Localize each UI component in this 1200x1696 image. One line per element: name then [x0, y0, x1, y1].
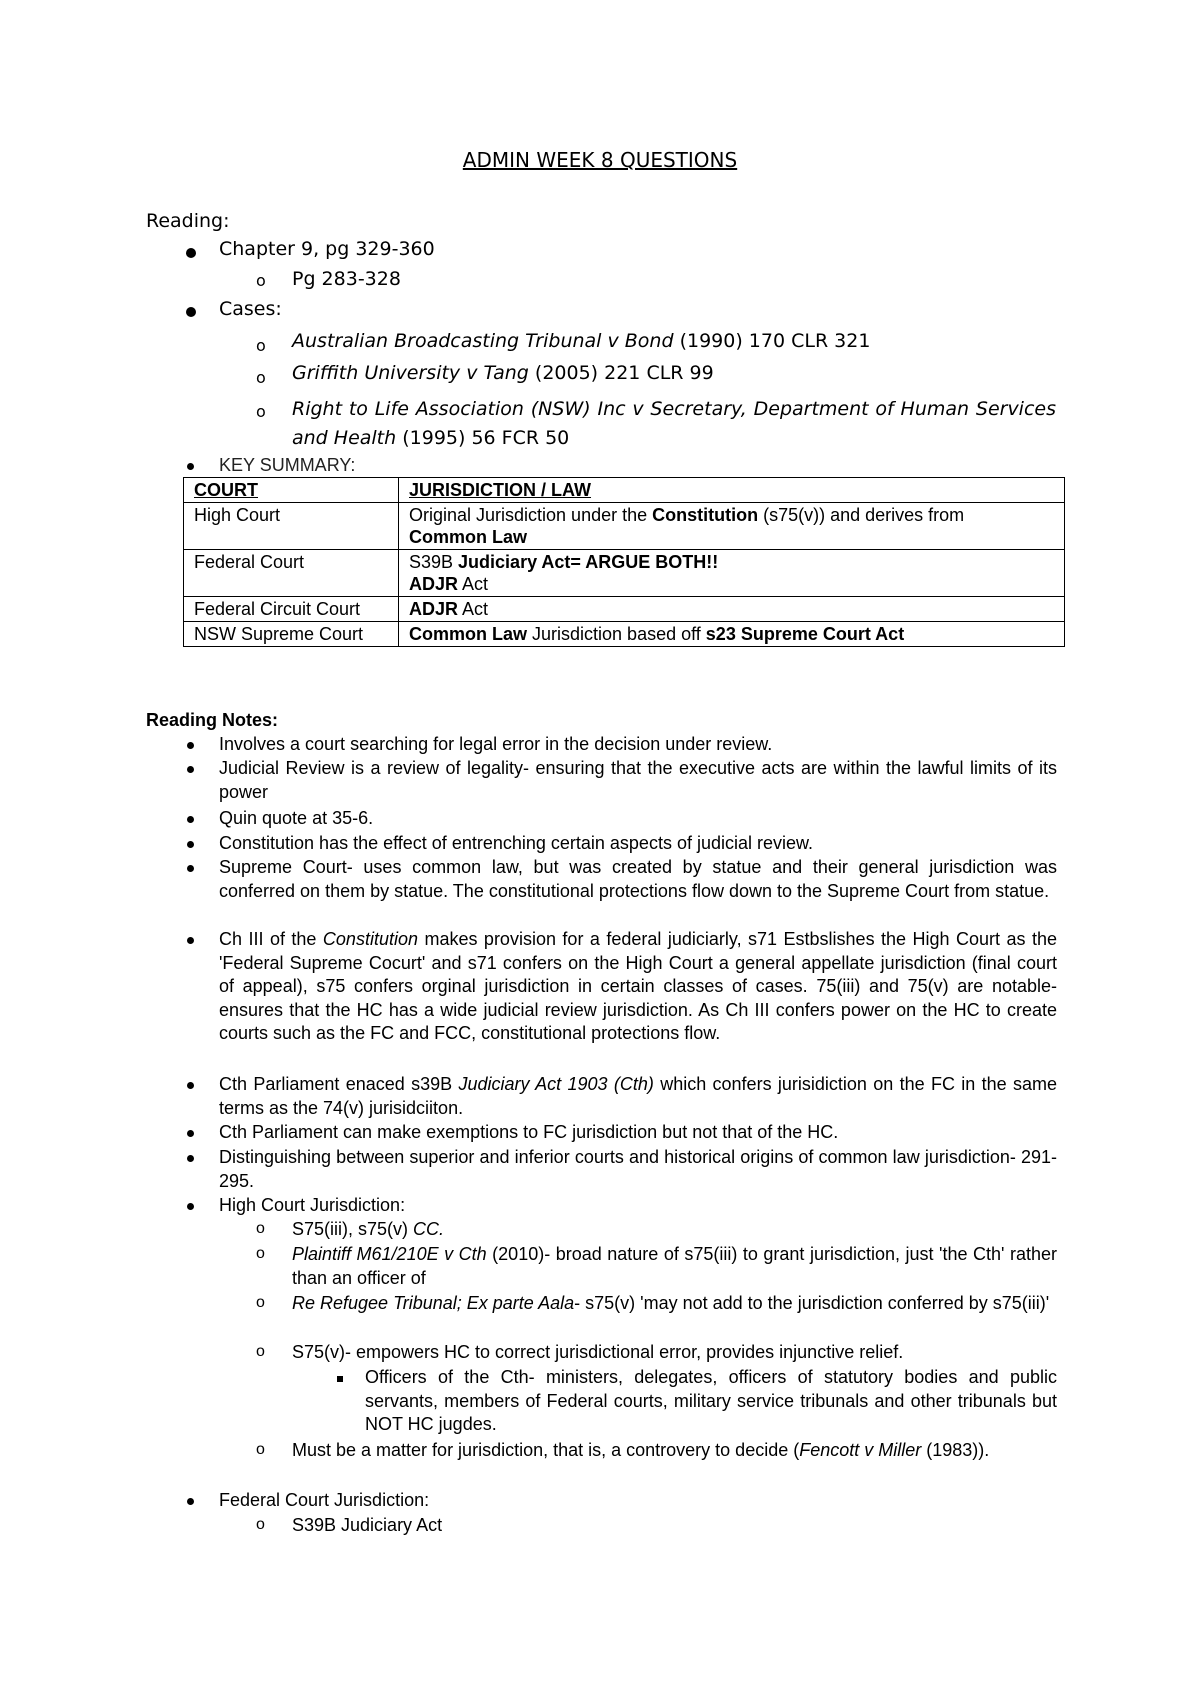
circle-bullet-icon: o [256, 336, 266, 355]
square-bullet-icon [337, 1376, 343, 1382]
note-text: makes provision for a federal judiciarly, s71 Estbslishes the High Court as the 'Federal Supreme Cocurt' and s71 confers on the High Court a general appellate jurisdiction (final court of appeal), s75 confers orginal jurisdiction in certain classes of cases. 75(iii) and 75(v) are notable- ensures that the HC has a wide judicial review jurisdiction. As Ch III confers power on the HC to create courts such as the FC and FCC, constitutional protections flow. [219, 929, 1057, 1043]
note-text: Cth Parliament enaced s39B [219, 1074, 459, 1094]
bullet-icon [187, 937, 194, 944]
bullet-icon [187, 1130, 194, 1137]
case-name: Australian Broadcasting Tribunal v Bond [292, 330, 674, 352]
cell-bold-text: Constitution [652, 505, 759, 525]
note-text: (2010)- broad nature of s75(iii) to grant jurisdiction, just 'the Cth' rather than an officer of [292, 1244, 1057, 1288]
bullet-icon [187, 463, 194, 470]
note-text: - s75(v) 'may not add to the jurisdiction conferred by s75(iii)' [574, 1293, 1050, 1313]
bullet-icon [187, 865, 194, 872]
note-item: Supreme Court- uses common law, but was created by statue and their general jurisdiction was conferred on them by statue. The constitutional protections flow down to the Supreme Court from statue. [219, 857, 1057, 901]
bullet-icon [187, 766, 194, 773]
page-title: ADMIN WEEK 8 QUESTIONS [462, 148, 738, 172]
court-cell: NSW Supreme Court [184, 622, 399, 647]
case-item [292, 362, 714, 384]
bullet-icon [187, 1082, 194, 1089]
note-text: which confers jurisidiction on the FC in the same terms as the 74(v) jurisidciiton. [219, 1074, 1057, 1118]
note-italic-text: Judiciary Act 1903 (Cth) [458, 1074, 654, 1094]
case-item [292, 395, 1056, 453]
case-item [292, 330, 870, 352]
circle-bullet-icon: o [256, 1516, 265, 1533]
table-row [184, 550, 1065, 597]
circle-bullet-icon: o [256, 1245, 265, 1262]
bullet-icon [187, 742, 194, 749]
table-row [184, 622, 1065, 647]
subnote-item: S39B Judiciary Act [292, 1515, 443, 1535]
circle-bullet-icon: o [256, 1220, 265, 1237]
subnote-item [292, 1243, 1057, 1290]
court-cell: Federal Circuit Court [184, 597, 399, 622]
subnote-item [292, 1439, 1057, 1463]
bullet-icon [186, 307, 196, 317]
table-header-row [184, 478, 1065, 503]
case-citation: (1990) 170 CLR 321 [673, 330, 871, 352]
note-text: S75(iii), s75(v) [292, 1219, 414, 1239]
note-italic-text: Plaintiff M61/210E v Cth [292, 1244, 487, 1264]
table-header-court: COURT [184, 478, 399, 503]
table-row [184, 503, 1065, 550]
reading-pages: Pg 283-328 [292, 268, 401, 290]
key-summary-label: KEY SUMMARY: [219, 455, 356, 475]
circle-bullet-icon: o [256, 1294, 265, 1311]
bullet-icon [186, 248, 196, 258]
cell-text: Jurisdiction based off [527, 624, 706, 644]
bullet-icon [187, 1155, 194, 1162]
cell-text: S39B [409, 552, 459, 572]
subsubnote-item: Officers of the Cth- ministers, delegates, officers of statutory bodies and public servants, members of Federal courts, military service tribunals and other tribunals but NOT HC jugdes. [365, 1367, 1057, 1434]
bullet-icon [187, 816, 194, 823]
cell-bold-text: ADJR [409, 599, 459, 619]
note-item: Judicial Review is a review of legality- ensuring that the executive acts are within the lawful limits of its power [219, 758, 1057, 802]
table-row [184, 597, 1065, 622]
note-item: Constitution has the effect of entrenching certain aspects of judicial review. [219, 833, 814, 853]
reading-heading: Reading: [146, 210, 230, 232]
note-italic-text: Constitution [322, 929, 418, 949]
note-item: Involves a court searching for legal error in the decision under review. [219, 734, 773, 754]
circle-bullet-icon: o [256, 1343, 265, 1360]
note-item: Quin quote at 35-6. [219, 808, 374, 828]
case-citation: (2005) 221 CLR 99 [528, 362, 714, 384]
cell-text: Act [458, 574, 489, 594]
note-italic-text: CC. [413, 1219, 445, 1239]
note-text: (1983)). [921, 1440, 990, 1460]
jurisdiction-cell [399, 622, 1065, 647]
cell-bold-text: s23 Supreme Court Act [705, 624, 905, 644]
cell-text: Original Jurisdiction under the [409, 505, 653, 525]
note-italic-text: Fencott v Miller [799, 1440, 922, 1460]
bullet-icon [187, 1203, 194, 1210]
note-item [219, 928, 1057, 1046]
cell-bold-text: Common Law [409, 527, 528, 547]
reading-chapter: Chapter 9, pg 329-360 [219, 238, 435, 260]
bullet-icon [187, 1498, 194, 1505]
note-italic-text: Re Refugee Tribunal; Ex parte Aala [292, 1293, 575, 1313]
circle-bullet-icon: o [256, 402, 266, 421]
cell-bold-text: ADJR [409, 574, 459, 594]
cell-bold-text: Judiciary Act= ARGUE BOTH!! [458, 552, 719, 572]
reading-notes-heading: Reading Notes: [146, 710, 279, 730]
subnote-item [292, 1218, 1057, 1242]
jurisdiction-cell [399, 597, 1065, 622]
circle-bullet-icon: o [256, 1441, 265, 1458]
circle-bullet-icon: o [256, 271, 266, 290]
reading-cases-label: Cases: [219, 298, 282, 320]
note-item: Federal Court Jurisdiction: [219, 1490, 430, 1510]
note-item [219, 1073, 1057, 1120]
cell-text: Act [458, 599, 489, 619]
court-cell: Federal Court [184, 550, 399, 597]
subnote-item: S75(v)- empowers HC to correct jurisdictional error, provides injunctive relief. [292, 1342, 904, 1362]
case-citation: (1995) 56 FCR 50 [396, 427, 570, 449]
key-summary-table [183, 477, 1065, 647]
note-text: Must be a matter for jurisdiction, that is, a controvery to decide ( [292, 1440, 800, 1460]
note-text: Ch III of the [219, 929, 323, 949]
subnote-item [292, 1292, 1057, 1316]
case-name: Griffith University v Tang [292, 362, 529, 384]
case-name: Right to Life Association (NSW) Inc v Secretary, Department of Human Services and Health [292, 398, 1056, 449]
cell-text: (s75(v)) and derives from [758, 505, 965, 525]
table-header-jurisdiction: JURISDICTION / LAW [399, 478, 1065, 503]
cell-bold-text: Common Law [409, 624, 528, 644]
jurisdiction-cell [399, 550, 1065, 597]
jurisdiction-cell [399, 503, 1065, 550]
note-item: Distinguishing between superior and inferior courts and historical origins of common law jurisdiction- 291-295. [219, 1147, 1057, 1191]
bullet-icon [187, 841, 194, 848]
note-item: High Court Jurisdiction: [219, 1195, 406, 1215]
note-item: Cth Parliament can make exemptions to FC jurisdiction but not that of the HC. [219, 1122, 839, 1142]
circle-bullet-icon: o [256, 368, 266, 387]
court-cell: High Court [184, 503, 399, 550]
